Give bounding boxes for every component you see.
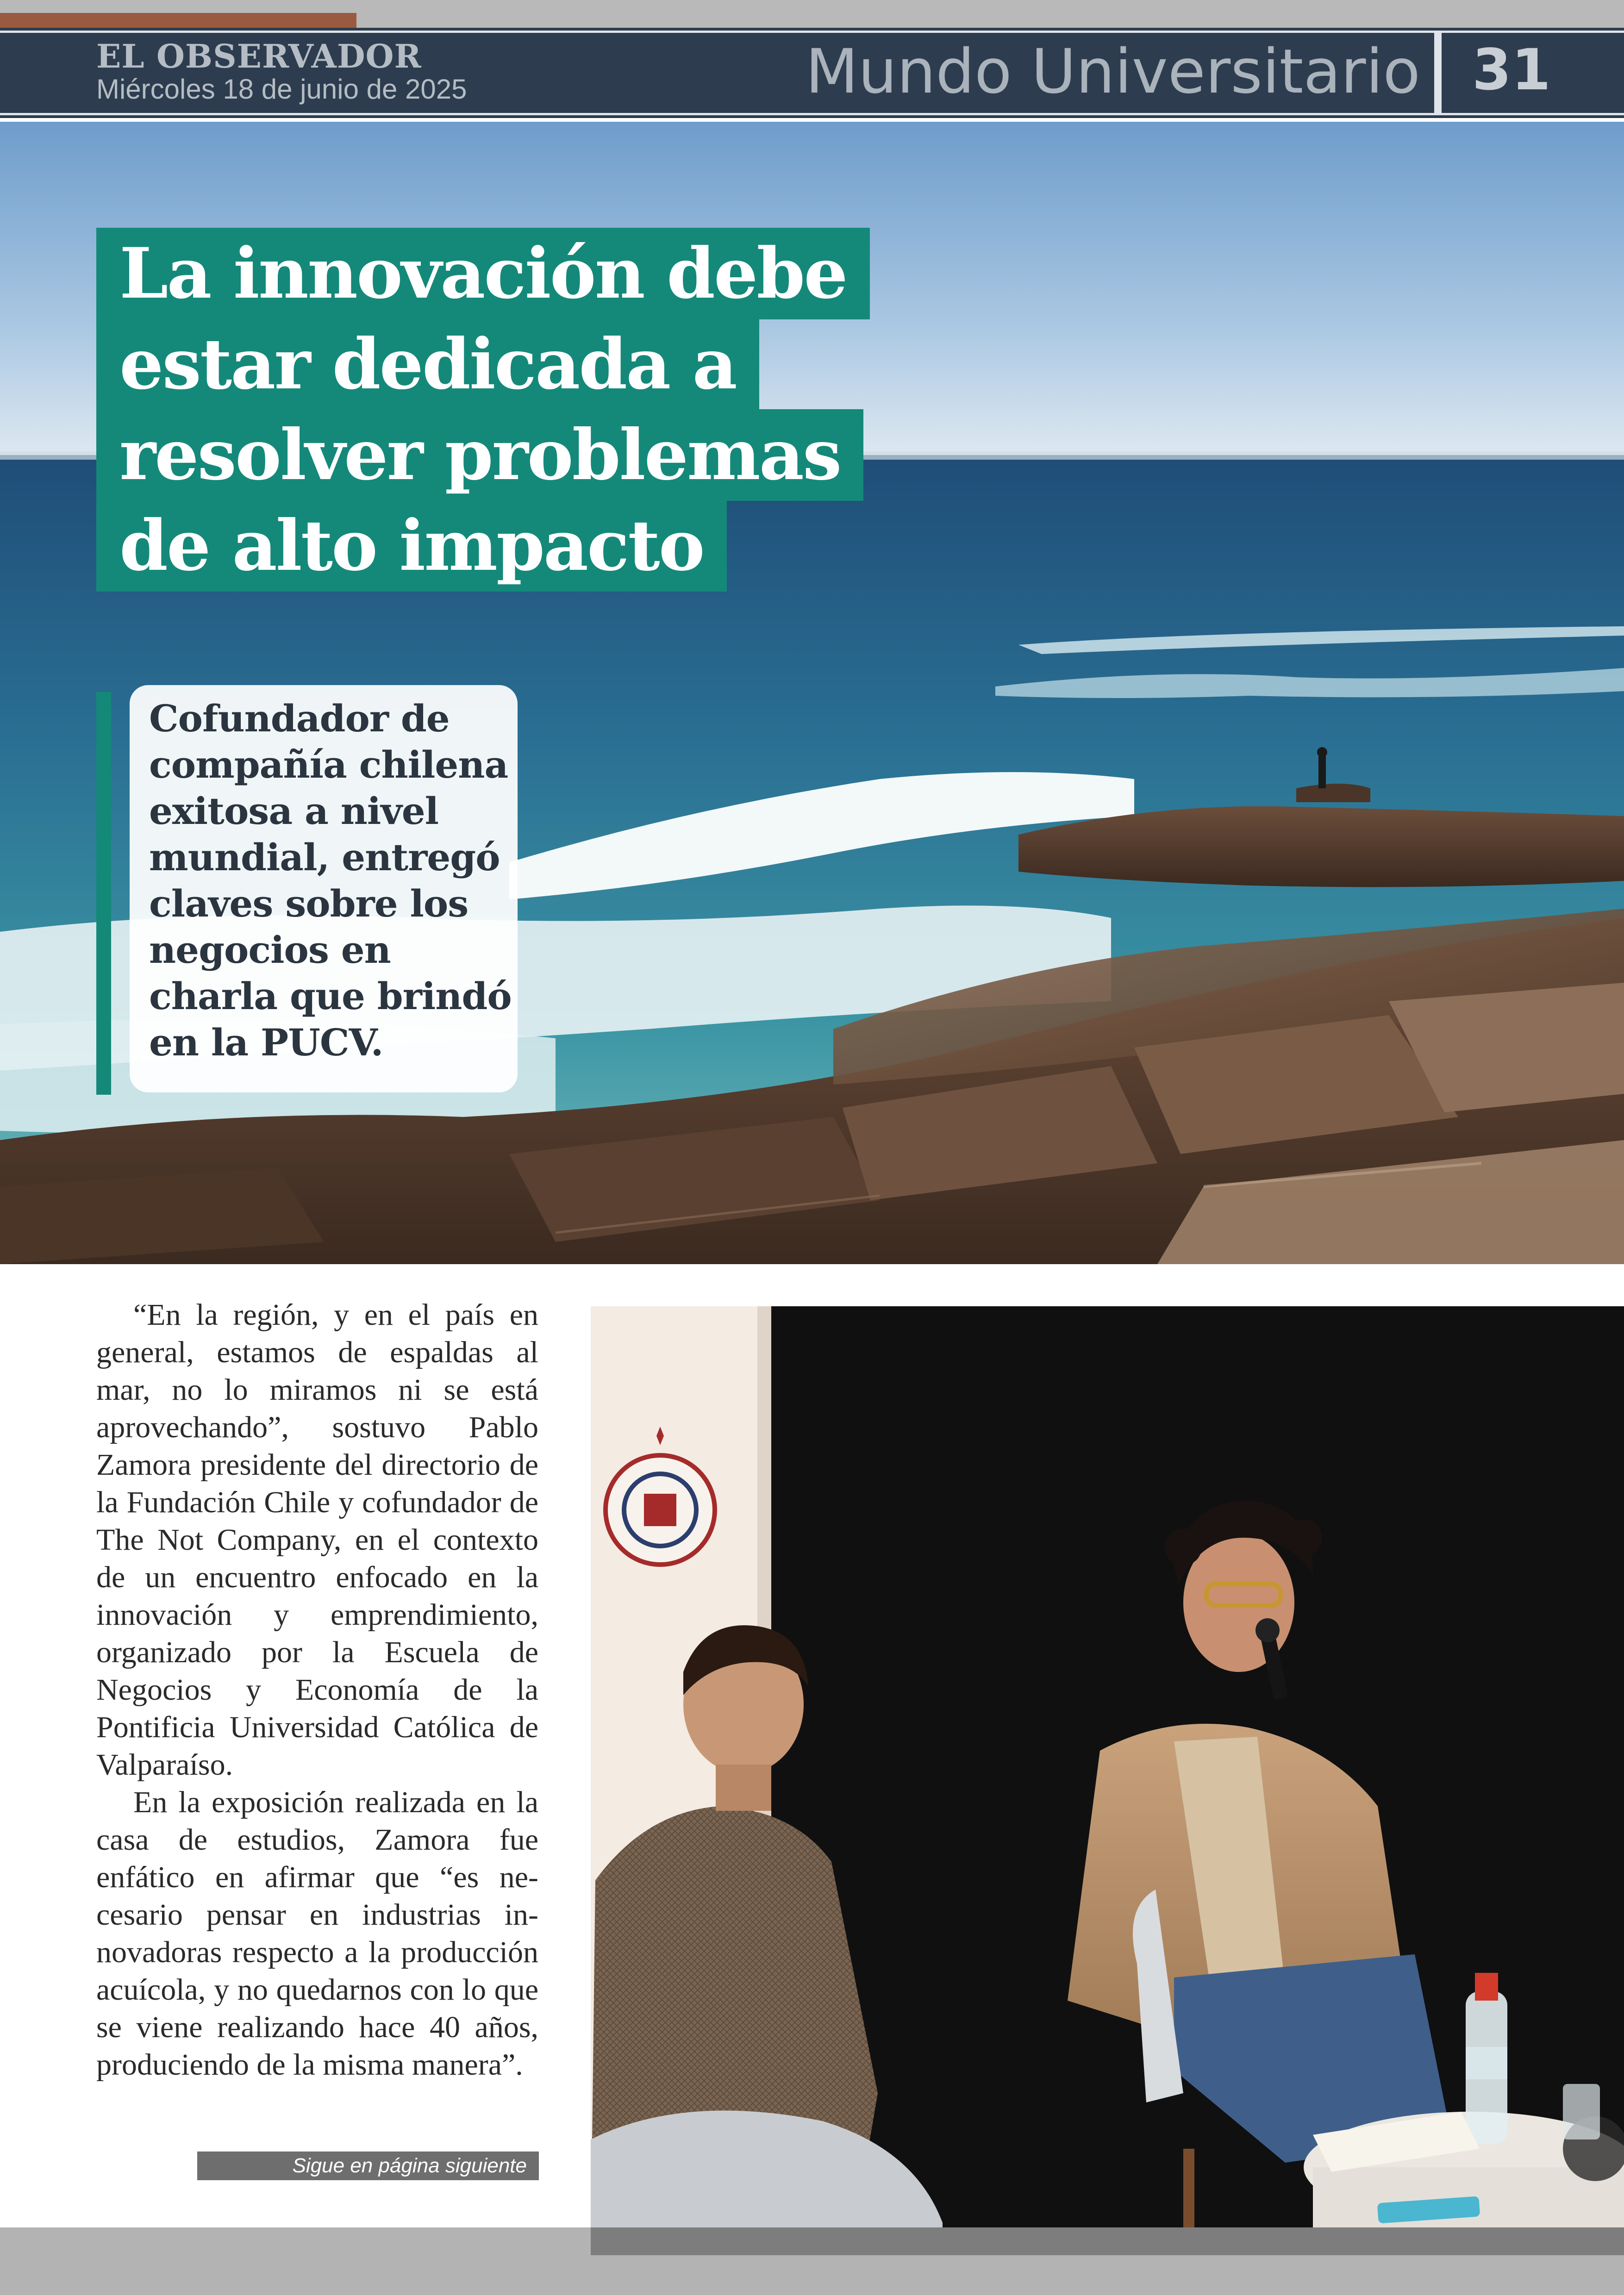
- headline-line: [96, 228, 870, 318]
- header-rule-top: [0, 31, 1624, 33]
- header-rule-bottom: [0, 113, 1624, 115]
- header-separator: [1434, 31, 1442, 115]
- headline: [96, 228, 870, 591]
- headline-line-text: de alto impacto: [96, 500, 727, 592]
- summary-text: Cofundador de compañía chilena exitosa a nivel mundial, entregó claves sobre los negocios en charla que brindó en la PUCV.: [149, 697, 512, 1064]
- headline-line-text: La innovación debe: [96, 228, 870, 319]
- headline-line: [96, 409, 870, 500]
- summary-box: [130, 685, 518, 1092]
- headline-line-text: resolver problemas: [96, 409, 863, 501]
- publication-date: Miércoles 18 de junio de 2025: [96, 74, 467, 105]
- bottom-photo-overlay: [591, 2227, 1624, 2255]
- top-accent-bar: [0, 13, 356, 29]
- article-paragraph: “En la región, y en el país en general, estamos de espaldas al mar, no lo miramos ni se está aprovechando”, sostuvo Pablo Zamora presidente del directorio de la Fundación Chile y cofundador de The Not Company, en el contexto de un encuentro enfocado en la innovación y emprendimiento, organizado por la Escuela de Negocios y Economía de la Pontificia Universidad Católica de Valparaíso.: [96, 1298, 538, 1782]
- event-photo-speakers: [591, 1306, 1624, 2255]
- page-number: 31: [1472, 37, 1551, 103]
- summary-accent-bar: [96, 692, 111, 1095]
- article-body: [96, 1296, 538, 2083]
- publication-name: EL OBSERVADOR: [96, 37, 422, 75]
- continue-label: Sigue en página siguiente: [197, 2152, 539, 2180]
- article-paragraph: En la exposición realizada en la casa de estudios, Zamora fue enfático en afirmar que “es necesario pensar en industrias innovadoras respecto a la producción acuícola, y no quedarnos con lo que se viene realizando hace 40 años, produciendo de la misma manera”.: [96, 1785, 538, 2082]
- section-title: Mundo Universitario: [805, 36, 1420, 107]
- headline-line-text: estar dedicada a: [96, 318, 759, 410]
- headline-line: [96, 500, 870, 591]
- headline-line: [96, 318, 870, 409]
